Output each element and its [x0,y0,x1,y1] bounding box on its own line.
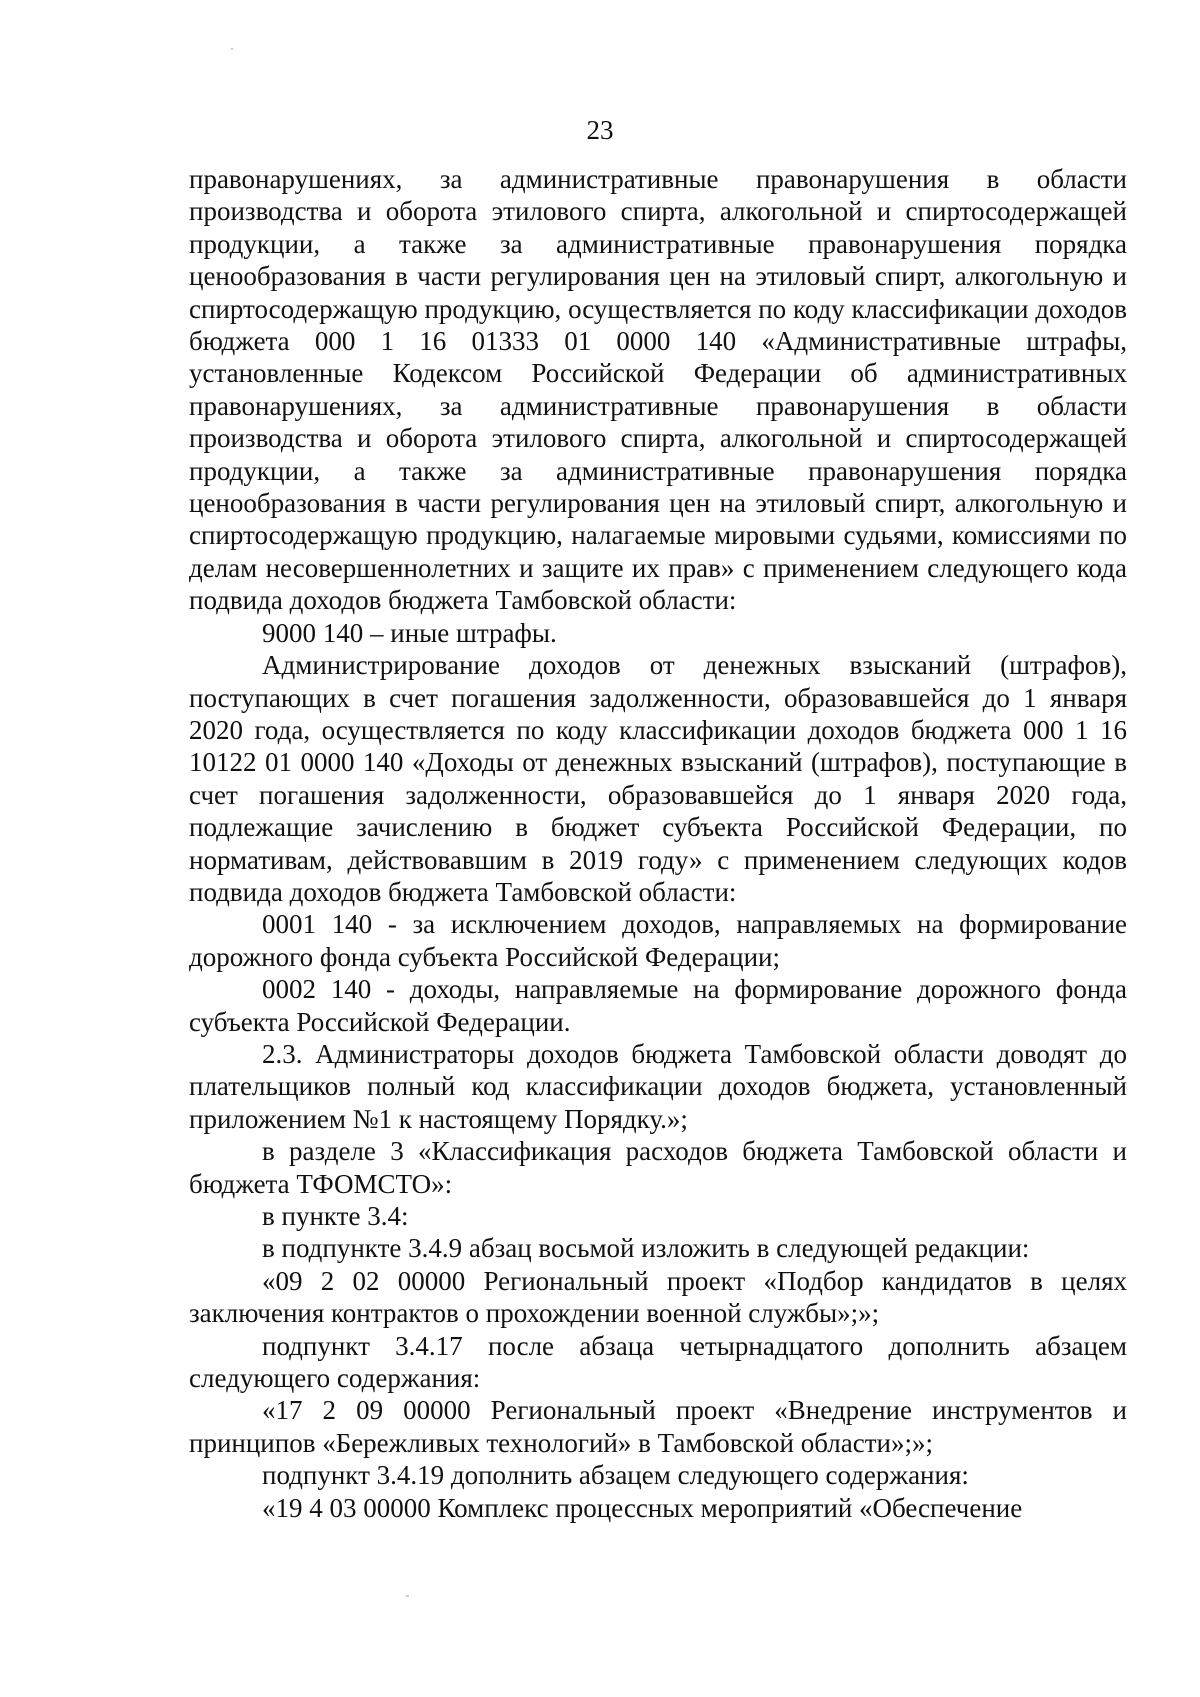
paragraph-section-2-3: 2.3. Администраторы доходов бюджета Тамбовской области доводят до плательщиков полный код классификации доходов бюджета, установленный приложением №1 к настоящему Порядку.»; [189,1038,1127,1134]
paragraph-project-19: «19 4 03 00000 Комплекс процессных мероприятий «Обеспечение [262,1492,1023,1523]
paragraph-code-0001: 0001 140 - за исключением доходов, направляемых на формирование дорожного фонда субъекта Российской Федерации; [189,909,1127,972]
paragraph-subitem-3-4-19: подпункт 3.4.19 дополнить абзацем следующего содержания: [262,1460,969,1491]
scan-speck [406,1595,409,1597]
paragraph-other-fines-code: 9000 140 – иные штрафы. [262,617,557,648]
paragraph-subitem-3-4-9: в подпункте 3.4.9 абзац восьмой изложить в следующей редакции: [262,1233,1030,1264]
paragraph-project-09: «09 2 02 00000 Региональный проект «Подбор кандидатов в целях заключения контрактов о прохождении военной службы»;»; [189,1265,1127,1329]
paragraph-continuation: правонарушениях, за административные правонарушения в области производства и оборота этилового спирта, алкогольной и спиртосодержащей продукции, а также за административные правонарушения порядка ценообразования в части регулирования цен на этиловый спирт, алкогольную и спиртосодержащую продукцию, осуществляется по коду классификации доходов бюджета 000 1 16 01333 01 0000 140 «Административные штрафы, установленные Кодексом Российской Федерации об административных правонарушениях, за административные правонарушения в области производства и оборота этилового спирта, алкогольной и спиртосодержащей продукции, а также за административные правонарушения порядка ценообразования в части регулирования цен на этиловый спирт, алкогольную и спиртосодержащую продукцию, налагаемые мировыми судьями, комиссиями по делам несовершеннолетних и защите их прав» с применением следующего кода подвида доходов бюджета Тамбовской области: [189,164,1127,616]
document-body [189,163,1127,1524]
paragraph-item-3-4: в пункте 3.4: [262,1201,409,1231]
paragraph-code-0002: 0002 140 - доходы, направляемые на формирование дорожного фонда субъекта Российской Федерации. [189,974,1127,1037]
page-number: 23 [586,115,614,145]
paragraph-debt-fines: Администрирование доходов от денежных взысканий (штрафов), поступающих в счет погашения задолженности, образовавшейся до 1 января 2020 года, осуществляется по коду классификации доходов бюджета 000 1 16 10122 01 0000 140 «Доходы от денежных взысканий (штрафов), поступающие в счет погашения задолженности, образовавшейся до 1 января 2020 года, подлежащие зачислению в бюджет субъекта Российской Федерации, по нормативам, действовавшим в 2019 году» с применением следующих кодов подвида доходов бюджета Тамбовской области: [189,650,1127,907]
paragraph-project-17: «17 2 09 00000 Региональный проект «Внедрение инструментов и принципов «Бережливых технологий» в Тамбовской области»;»; [189,1395,1127,1458]
scan-speck [231,48,233,50]
paragraph-subitem-3-4-17: подпункт 3.4.17 после абзаца четырнадцатого дополнить абзацем следующего содержания: [189,1330,1127,1394]
paragraph-section-3-intro: в разделе 3 «Классификация расходов бюджета Тамбовской области и бюджета ТФОМСТО»: [189,1136,1127,1199]
